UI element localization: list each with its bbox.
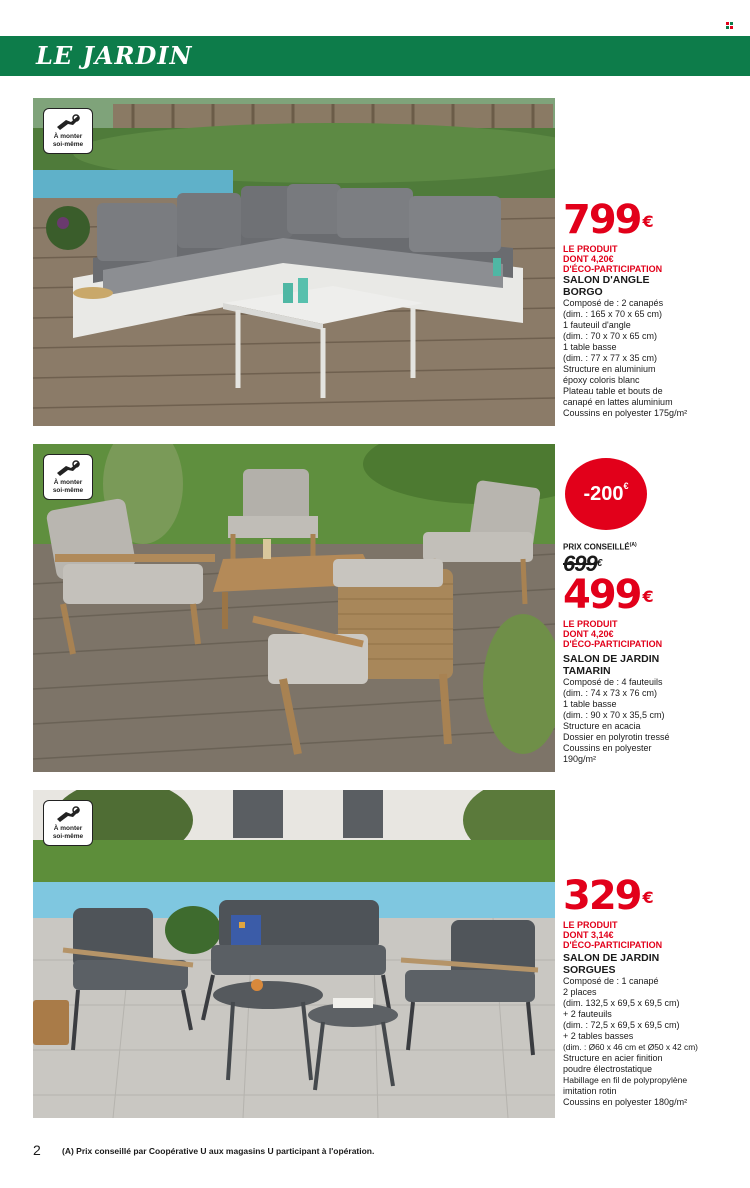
description-line: (dim. : 70 x 70 x 65 cm): [563, 331, 658, 341]
discount-value: -200: [583, 483, 624, 505]
description-line: + 2 fauteuils: [563, 1009, 612, 1019]
price: [563, 873, 745, 919]
currency: €: [596, 557, 602, 569]
description-line: (dim. : 74 x 73 x 76 cm): [563, 687, 658, 698]
eco-line2: D'ÉCO-PARTICIPATION: [563, 940, 663, 950]
description-line: (dim. 132,5 x 69,5 x 69,5 cm): [563, 998, 680, 1008]
description-line: Composé de : 1 canapé: [563, 976, 659, 986]
product-label: LE PRODUIT: [563, 920, 618, 930]
product-info-sorgues: [563, 873, 745, 1108]
description-line: (dim. : Ø60 x 46 cm et Ø50 x 42 cm): [563, 1042, 698, 1052]
description-line: Coussins en polyester 175g/m²: [563, 408, 688, 418]
footnote-ref: (A): [629, 542, 637, 548]
description-line: Structure en acier finition: [563, 1053, 663, 1063]
page-title: LE JARDIN: [36, 41, 193, 70]
description-line: 2 places: [563, 987, 597, 997]
assembly-badge: [43, 800, 93, 846]
currency: €: [642, 586, 654, 606]
description-line: Structure en aluminium: [563, 364, 656, 374]
description-line: époxy coloris blanc: [563, 375, 640, 385]
description-line: Composé de : 4 fauteuils: [563, 676, 663, 687]
eco-line1: DONT 3,14€: [563, 930, 614, 940]
badge-line1: À monter: [53, 825, 83, 832]
product-photo-borgo: [33, 98, 555, 426]
product-name-line2: SORGUES: [563, 964, 616, 976]
wrench-hand-icon: [54, 112, 82, 132]
description-line: canapé en lattes aluminium: [563, 397, 673, 407]
eco-line2: D'ÉCO-PARTICIPATION: [563, 638, 663, 649]
description-line: 190g/m²: [563, 753, 597, 764]
product-photo-sorgues: [33, 790, 555, 1118]
eco-line2: D'ÉCO-PARTICIPATION: [563, 264, 663, 274]
assembly-badge: [43, 108, 93, 154]
description-line: (dim. : 165 x 70 x 65 cm): [563, 309, 663, 319]
description-line: Composé de : 2 canapés: [563, 298, 664, 308]
section-header: [0, 36, 750, 76]
description-line: Plateau table et bouts de: [563, 386, 663, 396]
description-line: imitation rotin: [563, 1086, 617, 1096]
footnote: (A) Prix conseillé par Coopérative U aux magasins U participant à l'opération.: [62, 1146, 375, 1156]
page-number: 2: [33, 1142, 41, 1158]
price: [563, 571, 745, 618]
product-label: LE PRODUIT: [563, 244, 618, 254]
description-line: 1 table basse: [563, 342, 617, 352]
badge-line1: À monter: [53, 479, 83, 486]
badge-line2: soi-même: [52, 833, 84, 840]
description-line: 1 table basse: [563, 698, 617, 709]
price-value: 499: [563, 571, 641, 618]
description-line: Coussins en polyester: [563, 742, 652, 753]
product-info-borgo: [563, 197, 745, 419]
product-info-tamarin: [563, 540, 745, 765]
product-name-line1: SALON DE JARDIN: [563, 952, 660, 964]
badge-line2: soi-même: [52, 487, 84, 494]
price: [563, 197, 745, 243]
badge-line2: soi-même: [52, 141, 84, 148]
description-line: + 2 tables basses: [563, 1031, 634, 1041]
eco-line1: DONT 4,20€: [563, 628, 614, 639]
brand-logo: [726, 22, 734, 30]
price-value: 329: [563, 873, 641, 919]
wrench-hand-icon: [54, 458, 82, 478]
description-line: (dim. : 72,5 x 69,5 x 69,5 cm): [563, 1020, 680, 1030]
wrench-hand-icon: [54, 804, 82, 824]
product-name-line2: BORGO: [563, 286, 603, 298]
description-line: (dim. : 90 x 70 x 35,5 cm): [563, 709, 665, 720]
description-line: 1 fauteuil d'angle: [563, 320, 631, 330]
product-name-line2: TAMARIN: [563, 664, 611, 677]
discount-badge: [565, 458, 647, 530]
currency: €: [642, 212, 654, 231]
description-line: Habillage en fil de polypropylène: [563, 1075, 688, 1085]
product-label: LE PRODUIT: [563, 618, 618, 629]
old-price-value: 699: [563, 550, 597, 576]
description-line: Structure en acacia: [563, 720, 641, 731]
description-line: Coussins en polyester 180g/m²: [563, 1097, 688, 1107]
description-line: Dossier en polyrotin tressé: [563, 731, 670, 742]
assembly-badge: [43, 454, 93, 500]
recommended-label-text: PRIX CONSEILLÉ: [563, 542, 630, 552]
description-line: (dim. : 77 x 77 x 35 cm): [563, 353, 658, 363]
description-line: poudre électrostatique: [563, 1064, 653, 1074]
product-photo-tamarin: [33, 444, 555, 772]
badge-line1: À monter: [53, 133, 83, 140]
product-name-line1: SALON D'ANGLE: [563, 274, 650, 286]
currency: €: [642, 888, 654, 907]
currency: €: [623, 481, 629, 491]
price-value: 799: [563, 197, 641, 243]
product-name-line1: SALON DE JARDIN: [563, 652, 660, 665]
eco-line1: DONT 4,20€: [563, 254, 614, 264]
